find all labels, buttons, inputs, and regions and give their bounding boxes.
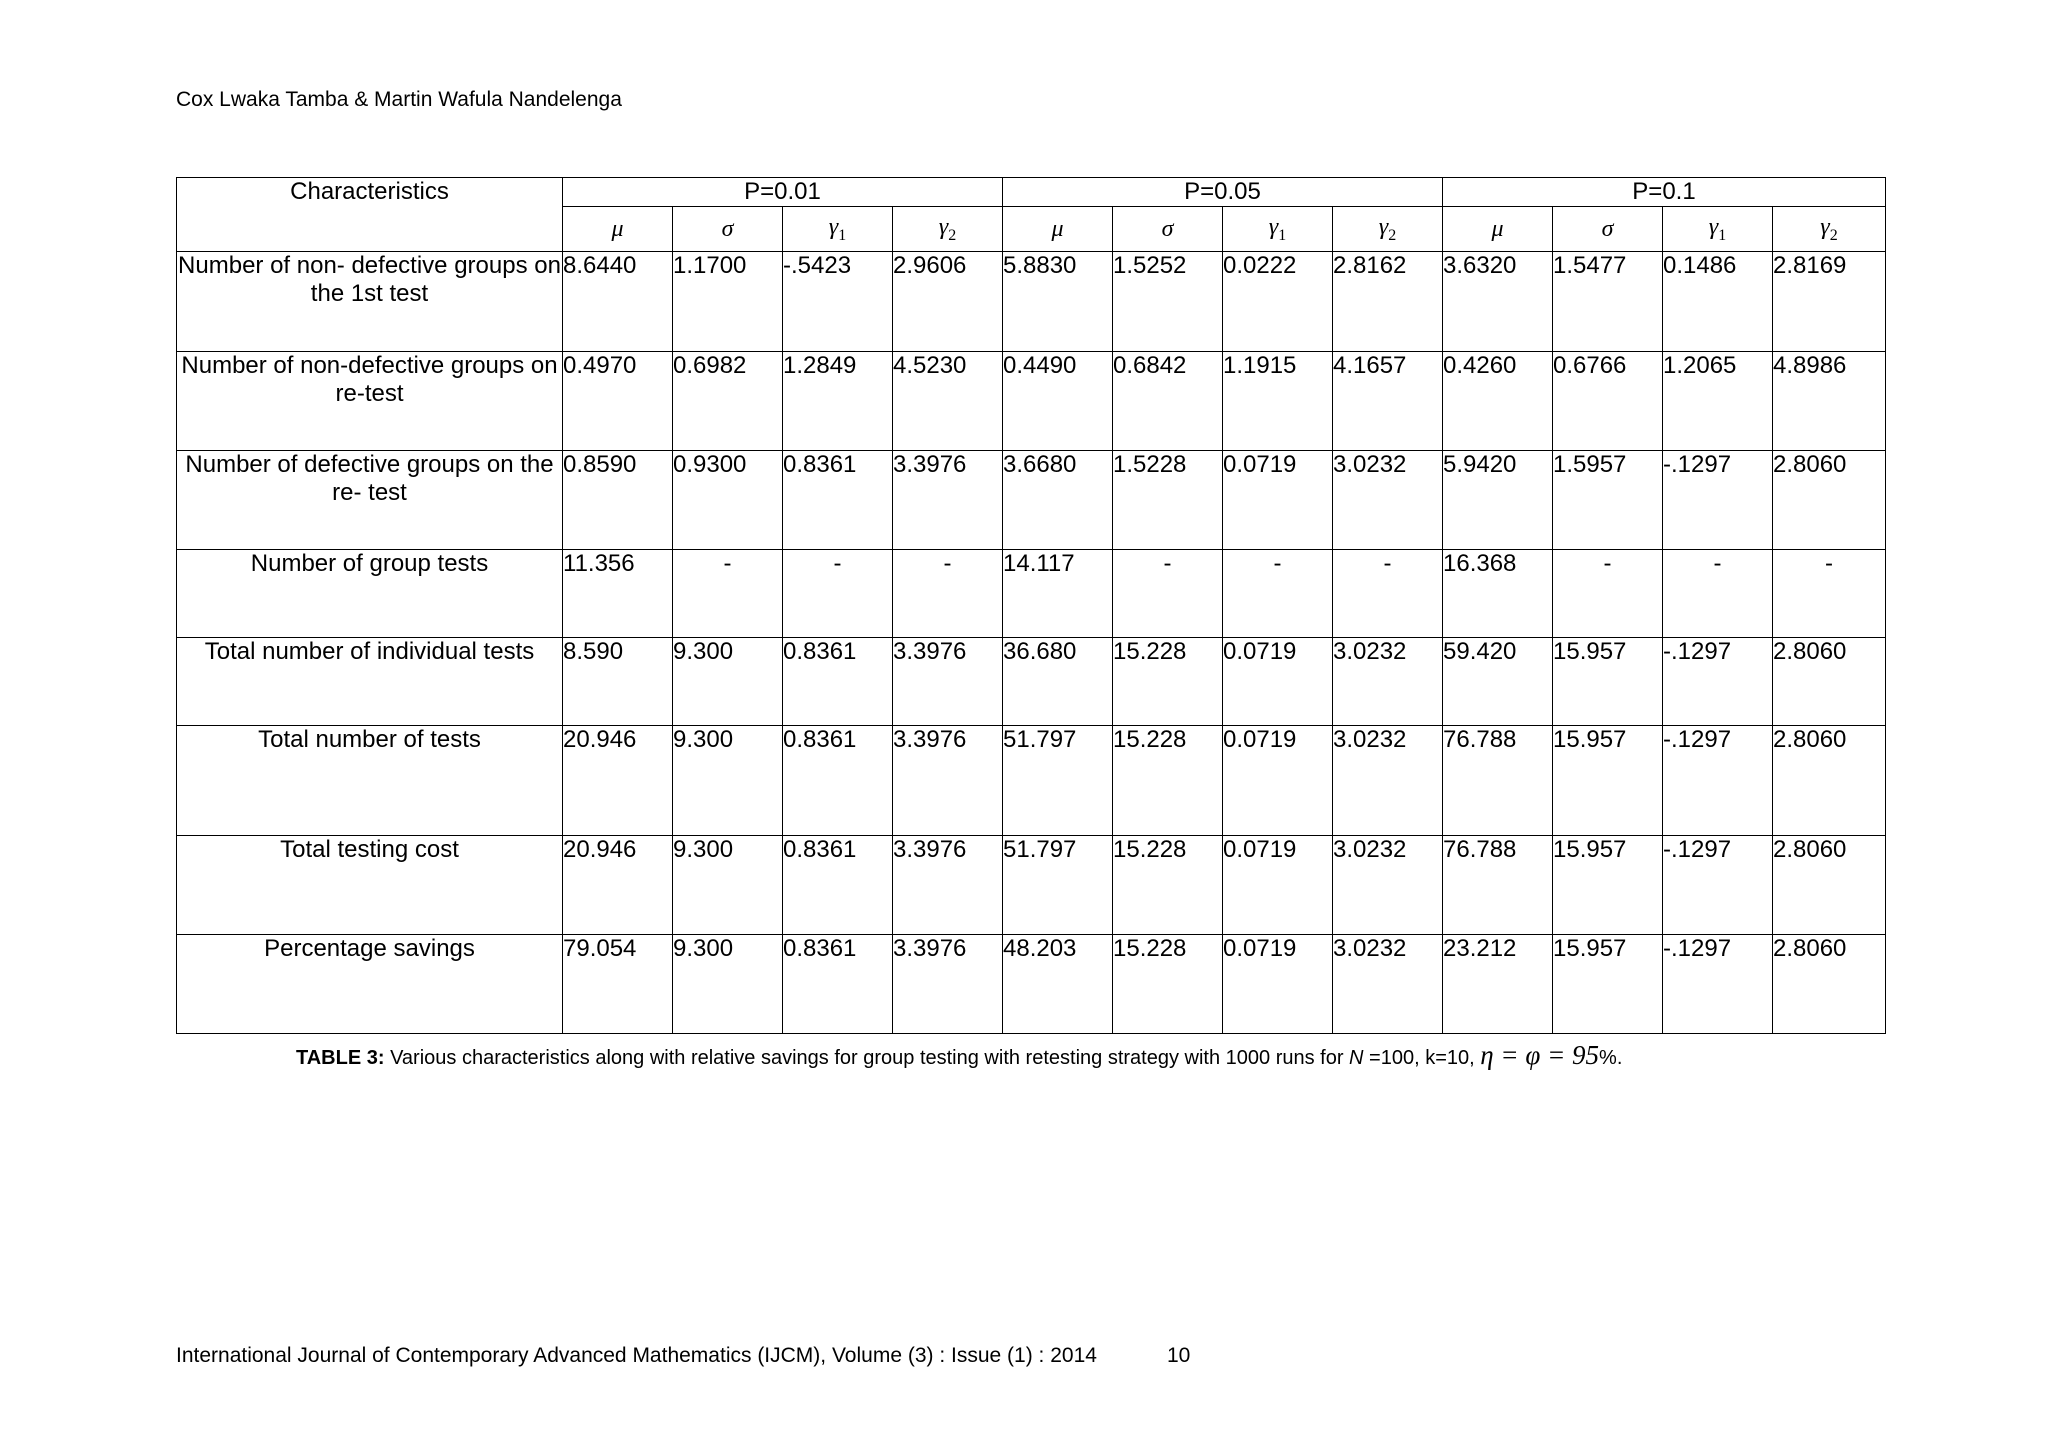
row-label: Percentage savings xyxy=(177,935,563,1034)
running-header: Cox Lwaka Tamba & Martin Wafula Nandelenga xyxy=(176,88,622,111)
table-cell: 15.228 xyxy=(1113,836,1223,935)
table-cell: 48.203 xyxy=(1003,935,1113,1034)
table-cell: 0.8361 xyxy=(783,451,893,550)
stat-symbol: μ xyxy=(611,215,624,242)
table-cell: - xyxy=(1773,550,1886,638)
results-table xyxy=(176,177,1886,1034)
stat-symbol: σ xyxy=(1161,215,1174,242)
table-cell: 15.228 xyxy=(1113,726,1223,836)
group-header: P=0.1 xyxy=(1443,178,1886,207)
row-label: Number of group tests xyxy=(177,550,563,638)
caption-text-b: =100, k=10, xyxy=(1363,1047,1481,1069)
table-cell: 1.1915 xyxy=(1223,352,1333,451)
table-cell: 20.946 xyxy=(563,836,673,935)
table-cell: 0.0719 xyxy=(1223,451,1333,550)
table-cell: 36.680 xyxy=(1003,638,1113,726)
table-cell: 15.957 xyxy=(1553,935,1663,1034)
table-cell: 2.8169 xyxy=(1773,252,1886,352)
table-cell: 2.8060 xyxy=(1773,836,1886,935)
stat-symbol-header xyxy=(1333,207,1443,252)
table-cell: - xyxy=(1113,550,1223,638)
caption-text-c: %. xyxy=(1599,1047,1623,1069)
table-cell: 0.8361 xyxy=(783,638,893,726)
stat-symbol: μ xyxy=(1491,215,1504,242)
table-cell: 0.0222 xyxy=(1223,252,1333,352)
table-cell: 0.8361 xyxy=(783,836,893,935)
table-cell: 1.2849 xyxy=(783,352,893,451)
stat-symbol-header xyxy=(1663,207,1773,252)
table-cell: 0.1486 xyxy=(1663,252,1773,352)
table-cell: - xyxy=(1553,550,1663,638)
table-cell: 2.9606 xyxy=(893,252,1003,352)
results-table-wrapper xyxy=(176,177,1886,1034)
stat-symbol-header xyxy=(1553,207,1663,252)
table-cell: 0.0719 xyxy=(1223,638,1333,726)
table-cell: 4.8986 xyxy=(1773,352,1886,451)
table-cell: 3.6320 xyxy=(1443,252,1553,352)
table-cell: 0.8361 xyxy=(783,935,893,1034)
caption-label: TABLE 3: xyxy=(296,1047,385,1069)
table-cell: 0.0719 xyxy=(1223,935,1333,1034)
table-cell: 3.6680 xyxy=(1003,451,1113,550)
table-cell: 2.8162 xyxy=(1333,252,1443,352)
stat-symbol-header xyxy=(893,207,1003,252)
table-cell: 0.4260 xyxy=(1443,352,1553,451)
table-cell: 0.4970 xyxy=(563,352,673,451)
table-cell: 76.788 xyxy=(1443,726,1553,836)
table-cell: 3.0232 xyxy=(1333,836,1443,935)
row-label: Total testing cost xyxy=(177,836,563,935)
table-cell: -.5423 xyxy=(783,252,893,352)
row-label: Number of defective groups on the re- test xyxy=(177,451,563,550)
table-cell: 16.368 xyxy=(1443,550,1553,638)
table-cell: -.1297 xyxy=(1663,451,1773,550)
table-cell: 11.356 xyxy=(563,550,673,638)
table-row xyxy=(177,550,1886,638)
table-cell: 3.0232 xyxy=(1333,451,1443,550)
table-cell: 2.8060 xyxy=(1773,935,1886,1034)
stat-symbol: γ xyxy=(1708,213,1719,240)
table-cell: 8.6440 xyxy=(563,252,673,352)
stat-subscript: 2 xyxy=(1829,226,1838,244)
table-cell: 3.3976 xyxy=(893,935,1003,1034)
stat-symbol-header xyxy=(1773,207,1886,252)
table-cell: 1.5477 xyxy=(1553,252,1663,352)
stat-symbol-header xyxy=(1223,207,1333,252)
table-cell: 15.957 xyxy=(1553,638,1663,726)
table-cell: 9.300 xyxy=(673,935,783,1034)
table-cell: 1.2065 xyxy=(1663,352,1773,451)
stat-symbol-header xyxy=(783,207,893,252)
table-cell: 4.5230 xyxy=(893,352,1003,451)
table-cell: - xyxy=(673,550,783,638)
caption-n-variable: N xyxy=(1349,1047,1364,1069)
stat-subscript: 2 xyxy=(1388,226,1397,244)
stat-subscript: 1 xyxy=(838,226,847,244)
table-cell: 9.300 xyxy=(673,726,783,836)
stat-symbol-header xyxy=(1113,207,1223,252)
table-cell: 51.797 xyxy=(1003,726,1113,836)
row-label: Number of non- defective groups on the 1st test xyxy=(177,252,563,352)
table-cell: 0.0719 xyxy=(1223,726,1333,836)
stat-symbol: σ xyxy=(721,215,734,242)
table-cell: 14.117 xyxy=(1003,550,1113,638)
table-cell: -.1297 xyxy=(1663,935,1773,1034)
table-cell: - xyxy=(1663,550,1773,638)
table-cell: -.1297 xyxy=(1663,726,1773,836)
group-header: P=0.05 xyxy=(1003,178,1443,207)
caption-math: η = φ = 95 xyxy=(1480,1040,1600,1070)
table-cell: 4.1657 xyxy=(1333,352,1443,451)
table-cell: 0.0719 xyxy=(1223,836,1333,935)
table-cell: 15.228 xyxy=(1113,935,1223,1034)
row-label: Total number of individual tests xyxy=(177,638,563,726)
table-cell: 51.797 xyxy=(1003,836,1113,935)
table-cell: 2.8060 xyxy=(1773,726,1886,836)
table-cell: 20.946 xyxy=(563,726,673,836)
stat-subscript: 1 xyxy=(1278,226,1287,244)
table-cell: 5.9420 xyxy=(1443,451,1553,550)
table-cell: 3.0232 xyxy=(1333,638,1443,726)
table-cell: -.1297 xyxy=(1663,836,1773,935)
table-cell: 0.8361 xyxy=(783,726,893,836)
table-cell: - xyxy=(893,550,1003,638)
table-cell: 0.8590 xyxy=(563,451,673,550)
table-cell: 1.5957 xyxy=(1553,451,1663,550)
group-header-row xyxy=(177,178,1886,207)
table-cell: 76.788 xyxy=(1443,836,1553,935)
group-header: P=0.01 xyxy=(563,178,1003,207)
table-cell: 1.1700 xyxy=(673,252,783,352)
table-cell: 0.4490 xyxy=(1003,352,1113,451)
table-cell: 0.6766 xyxy=(1553,352,1663,451)
table-cell: - xyxy=(1223,550,1333,638)
table-row xyxy=(177,935,1886,1034)
stat-symbol: γ xyxy=(1820,213,1830,240)
table-cell: 1.5252 xyxy=(1113,252,1223,352)
stat-symbol: μ xyxy=(1051,215,1064,242)
table-row xyxy=(177,451,1886,550)
table-row xyxy=(177,252,1886,352)
table-body xyxy=(177,252,1886,1034)
table-row xyxy=(177,836,1886,935)
table-cell: 3.0232 xyxy=(1333,935,1443,1034)
journal-citation: International Journal of Contemporary Advanced Mathematics (IJCM), Volume (3) : Issue (1) : 2014 xyxy=(176,1344,1097,1367)
table-cell: 8.590 xyxy=(563,638,673,726)
stat-subscript: 1 xyxy=(1718,226,1727,244)
stat-symbol: γ xyxy=(1378,213,1389,240)
page-footer xyxy=(176,1344,1190,1368)
table-cell: 1.5228 xyxy=(1113,451,1223,550)
stat-symbol: γ xyxy=(1268,213,1279,240)
stat-subscript: 2 xyxy=(948,226,957,244)
row-label: Total number of tests xyxy=(177,726,563,836)
stat-symbol: σ xyxy=(1601,215,1614,242)
table-cell: 9.300 xyxy=(673,638,783,726)
characteristics-header: Characteristics xyxy=(177,178,563,252)
table-cell: 59.420 xyxy=(1443,638,1553,726)
row-label: Number of non-defective groups on re-test xyxy=(177,352,563,451)
stat-symbol: γ xyxy=(938,213,949,240)
table-cell: 15.228 xyxy=(1113,638,1223,726)
table-cell: 0.6842 xyxy=(1113,352,1223,451)
caption-text-a: Various characteristics along with relative savings for group testing with retesting strategy with 1000 runs for xyxy=(384,1047,1350,1069)
table-row xyxy=(177,726,1886,836)
table-cell: 3.3976 xyxy=(893,726,1003,836)
table-cell: - xyxy=(1333,550,1443,638)
table-cell: 15.957 xyxy=(1553,836,1663,935)
table-cell: 15.957 xyxy=(1553,726,1663,836)
page-number: 10 xyxy=(1166,1344,1191,1367)
table-cell: 9.300 xyxy=(673,836,783,935)
stat-symbol-header xyxy=(673,207,783,252)
table-cell: 79.054 xyxy=(563,935,673,1034)
table-cell: -.1297 xyxy=(1663,638,1773,726)
table-row xyxy=(177,638,1886,726)
stat-symbol: γ xyxy=(828,213,839,240)
table-caption xyxy=(296,1040,1622,1071)
table-cell: 3.0232 xyxy=(1333,726,1443,836)
table-row xyxy=(177,352,1886,451)
table-cell: 3.3976 xyxy=(893,836,1003,935)
table-cell: 3.3976 xyxy=(893,638,1003,726)
stat-symbol-header xyxy=(1443,207,1553,252)
table-cell: - xyxy=(783,550,893,638)
table-cell: 0.6982 xyxy=(673,352,783,451)
table-cell: 23.212 xyxy=(1443,935,1553,1034)
stat-symbol-header xyxy=(1003,207,1113,252)
table-cell: 0.9300 xyxy=(673,451,783,550)
table-cell: 2.8060 xyxy=(1773,638,1886,726)
table-cell: 2.8060 xyxy=(1773,451,1886,550)
stat-symbol-header xyxy=(563,207,673,252)
table-cell: 3.3976 xyxy=(893,451,1003,550)
table-cell: 5.8830 xyxy=(1003,252,1113,352)
